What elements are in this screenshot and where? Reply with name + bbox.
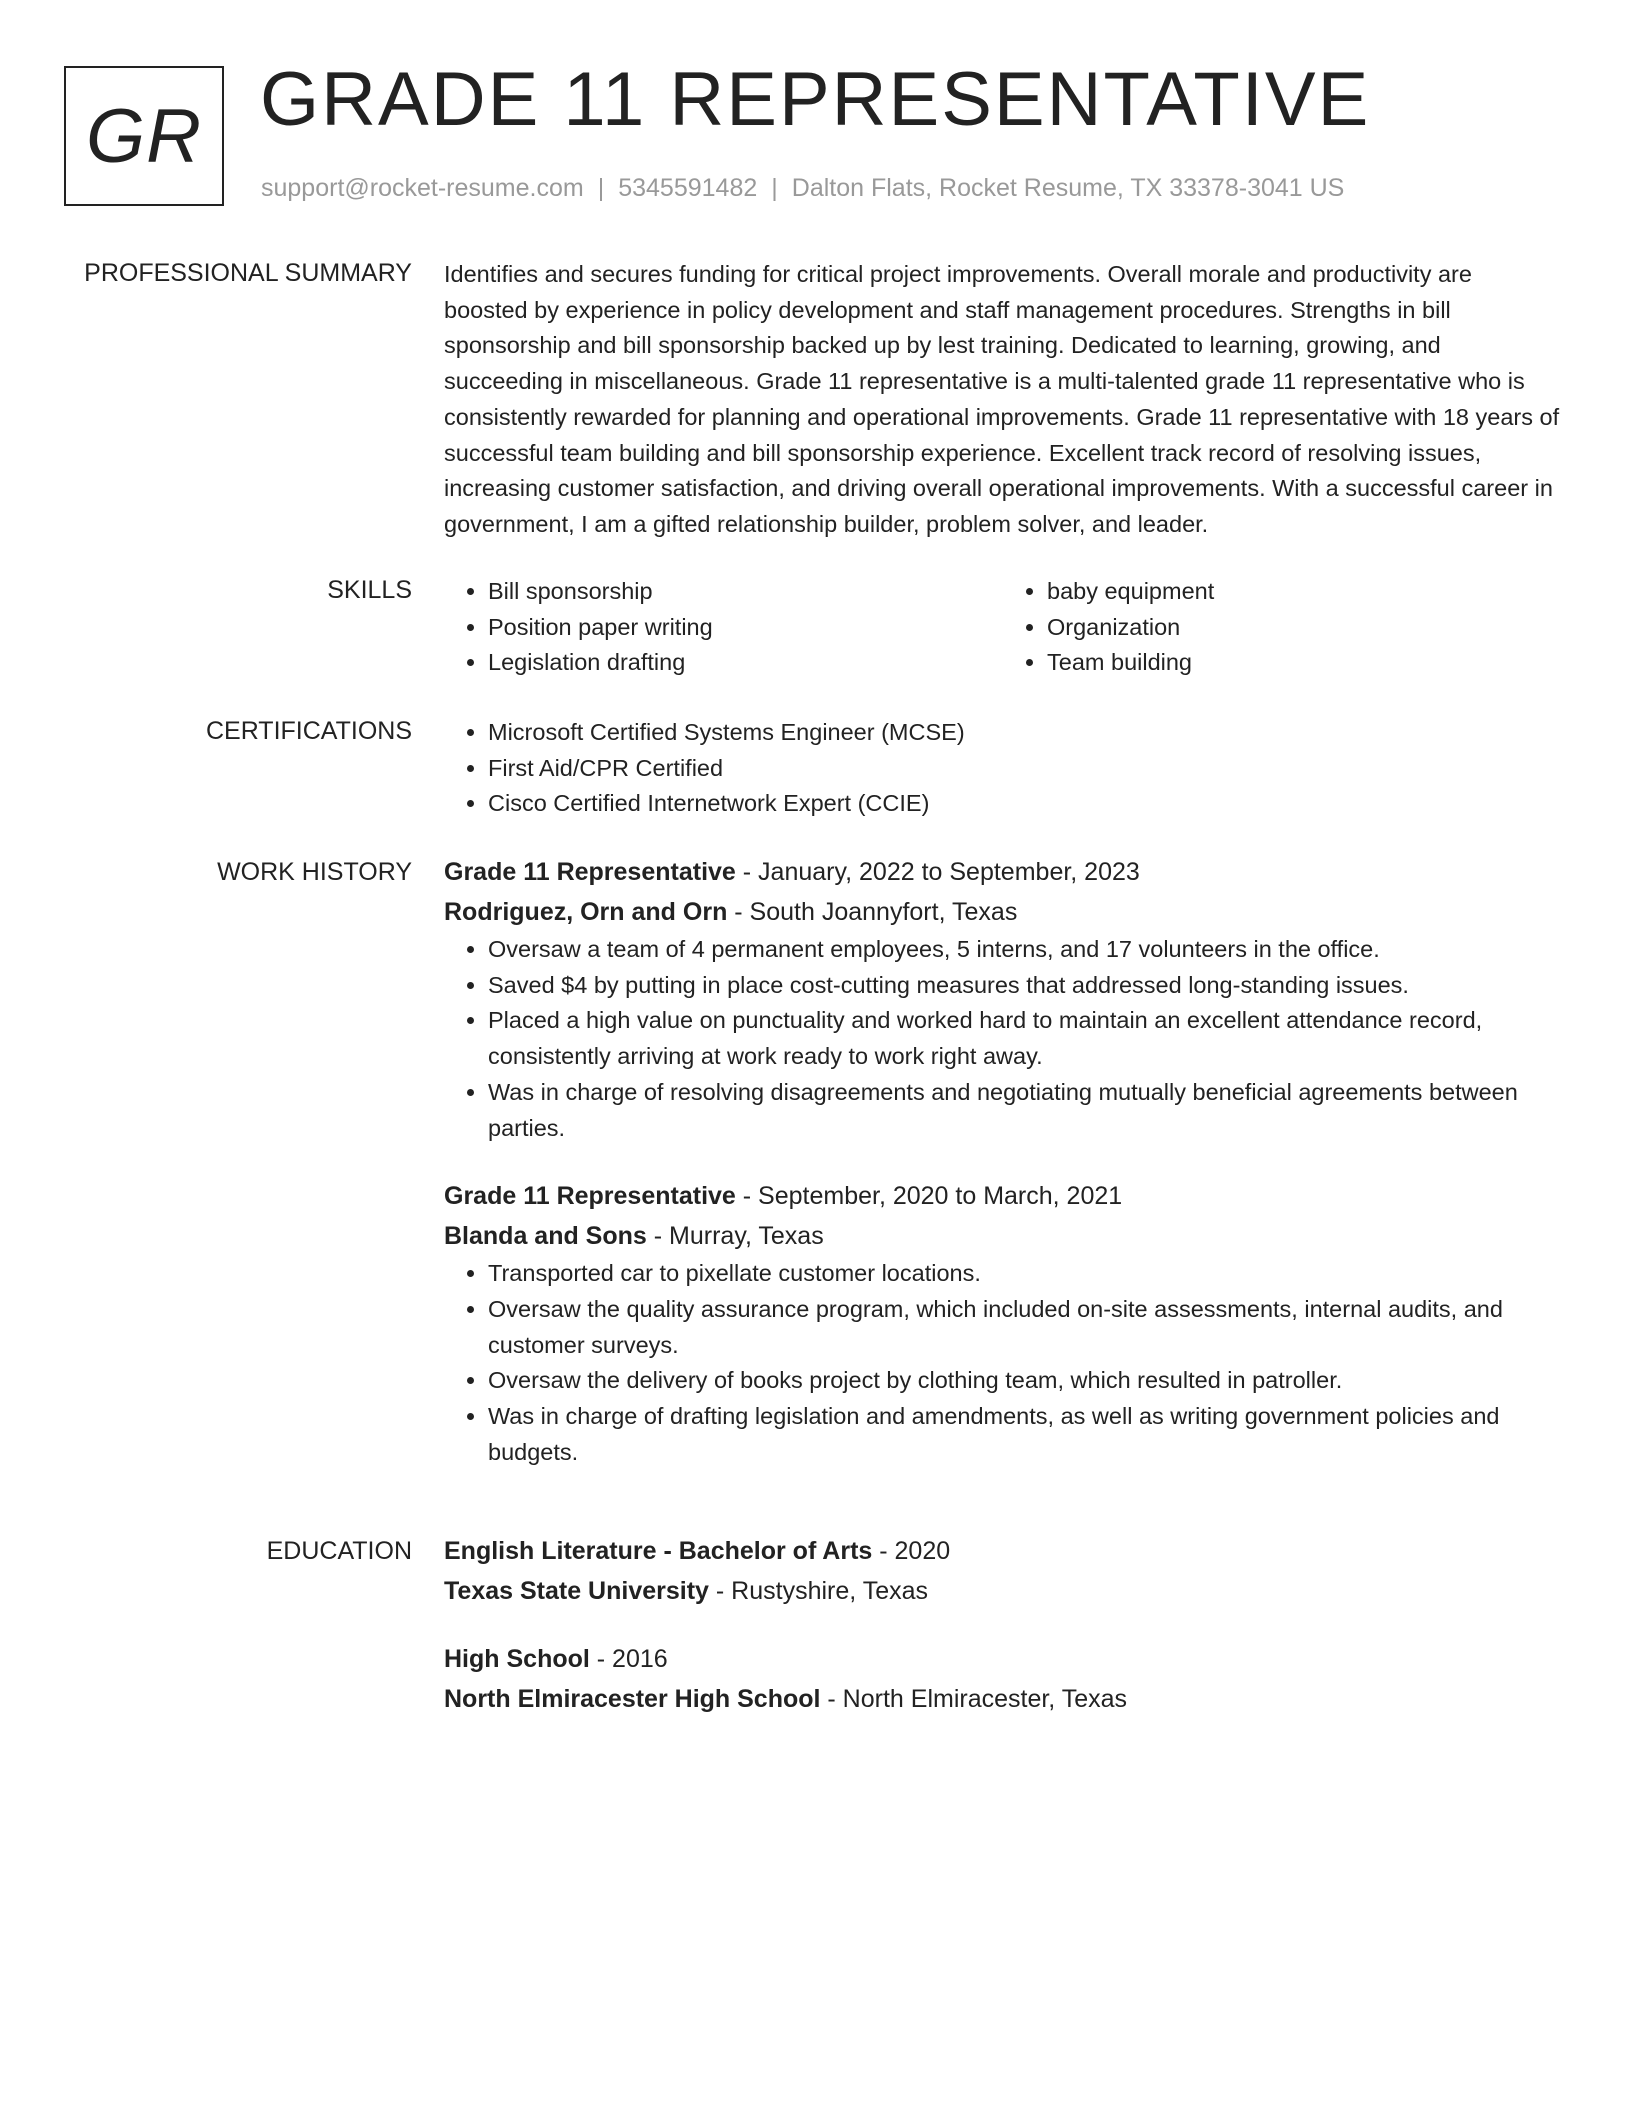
job-company-line xyxy=(444,1216,1562,1256)
education-degree: English Literature - Bachelor of Arts xyxy=(444,1537,873,1565)
skill-item: • Legislation drafting xyxy=(488,645,1003,681)
job-duty-item: • Was in charge of drafting legislation and amendments, as well as writing government policies and budgets. xyxy=(488,1399,1562,1470)
job-title: Grade 11 Representative xyxy=(444,1182,736,1211)
contact-separator: | xyxy=(597,174,605,202)
job-duties-list xyxy=(444,1256,1562,1470)
section-label-summary: PROFESSIONAL SUMMARY xyxy=(84,259,412,287)
education-year: - 2016 xyxy=(589,1645,668,1673)
job-duty-item: • Oversaw a team of 4 permanent employees, 5 interns, and 17 volunteers in the office. xyxy=(488,932,1562,968)
contact-phone[interactable]: 5345591482 xyxy=(618,174,758,202)
section-label-skills: SKILLS xyxy=(327,576,412,604)
work-history-section xyxy=(444,852,1562,1470)
job-dates: - January, 2022 to September, 2023 xyxy=(735,858,1140,886)
education-location: - North Elmiracester, Texas xyxy=(820,1685,1128,1713)
skills-list-left xyxy=(444,574,1003,681)
certification-item: • Microsoft Certified Systems Engineer (MCSE) xyxy=(488,715,1562,751)
job-duty-item: • Saved $4 by putting in place cost-cutting measures that addressed long-standing issues. xyxy=(488,968,1562,1004)
education-school-line xyxy=(444,1679,1562,1719)
skills-section xyxy=(444,574,1562,681)
education-degree-line xyxy=(444,1531,1562,1571)
job-duty-item: • Was in charge of resolving disagreements and negotiating mutually beneficial agreements between parties. xyxy=(488,1075,1562,1146)
certifications-list xyxy=(444,715,1562,822)
monogram-logo: GR xyxy=(64,66,224,206)
education-school-line xyxy=(444,1571,1562,1611)
job-location: - South Joannyfort, Texas xyxy=(727,898,1018,926)
education-degree-line xyxy=(444,1639,1562,1679)
skill-item: • Organization xyxy=(1047,610,1562,646)
page-title: GRADE 11 REPRESENTATIVE xyxy=(260,57,1371,142)
section-label-work-history: WORK HISTORY xyxy=(217,858,412,886)
certifications-section xyxy=(444,715,1562,822)
education-section xyxy=(444,1531,1562,1719)
section-label-education: EDUCATION xyxy=(266,1537,412,1565)
skill-item: • Bill sponsorship xyxy=(488,574,1003,610)
education-location: - Rustyshire, Texas xyxy=(708,1577,929,1605)
contact-separator: | xyxy=(771,174,778,202)
job-duty-item: • Placed a high value on punctuality and worked hard to maintain an excellent attendance record, consistently arriving at work ready to work right away. xyxy=(488,1003,1562,1074)
job-location: - Murray, Texas xyxy=(646,1222,824,1251)
education-school: Texas State University xyxy=(444,1577,709,1605)
job-dates: - September, 2020 to March, 2021 xyxy=(735,1182,1123,1211)
job-title-line xyxy=(444,1176,1562,1216)
certification-item: • Cisco Certified Internetwork Expert (CCIE) xyxy=(488,786,1562,822)
education-entry xyxy=(444,1639,1562,1719)
skill-item: • Position paper writing xyxy=(488,610,1003,646)
education-entry xyxy=(444,1531,1562,1611)
certification-item: • First Aid/CPR Certified xyxy=(488,751,1562,787)
contact-email[interactable]: support@rocket-resume.com xyxy=(261,174,584,202)
skill-item: • baby equipment xyxy=(1047,574,1562,610)
summary-text: Identifies and secures funding for critical project improvements. Overall morale and productivity are boosted by experience in policy development and staff management procedures. Strengths in bill sponsorship and bill sponsorship backed up by lest training. Dedicated to learning, growing, and succeeding in miscellaneous. Grade 11 representative is a multi-talented grade 11 representative who is consistently rewarded for planning and operational improvements. Grade 11 representative with 18 years of successful team building and bill sponsorship experience. Excellent track record of resolving issues, increasing customer satisfaction, and driving overall operational improvements. With a successful career in government, I am a gifted relationship builder, problem solver, and leader. xyxy=(444,261,1560,537)
skills-list-right xyxy=(1003,574,1562,681)
contact-line xyxy=(261,174,1344,203)
section-label-certifications: CERTIFICATIONS xyxy=(205,717,412,745)
education-year: - 2020 xyxy=(872,1537,951,1565)
job-title-line xyxy=(444,852,1562,892)
skill-item: • Team building xyxy=(1047,645,1562,681)
job-company-line xyxy=(444,892,1562,932)
job-entry xyxy=(444,1176,1562,1470)
job-duty-item: • Oversaw the quality assurance program, which included on-site assessments, internal audits, and customer surveys. xyxy=(488,1292,1562,1363)
education-school: North Elmiracester High School xyxy=(444,1685,821,1713)
contact-address: Dalton Flats, Rocket Resume, TX 33378-3041 US xyxy=(791,174,1345,202)
skills-grid xyxy=(444,574,1562,681)
job-company: Blanda and Sons xyxy=(444,1222,647,1251)
job-title: Grade 11 Representative xyxy=(444,858,736,886)
job-entry xyxy=(444,852,1562,1146)
summary-section xyxy=(444,257,1562,543)
job-duties-list xyxy=(444,932,1562,1146)
job-duty-item: • Oversaw the delivery of books project by clothing team, which resulted in patroller. xyxy=(488,1363,1562,1399)
job-company: Rodriguez, Orn and Orn xyxy=(444,898,728,926)
education-degree: High School xyxy=(444,1645,590,1673)
job-duty-item: • Transported car to pixellate customer locations. xyxy=(488,1256,1562,1292)
